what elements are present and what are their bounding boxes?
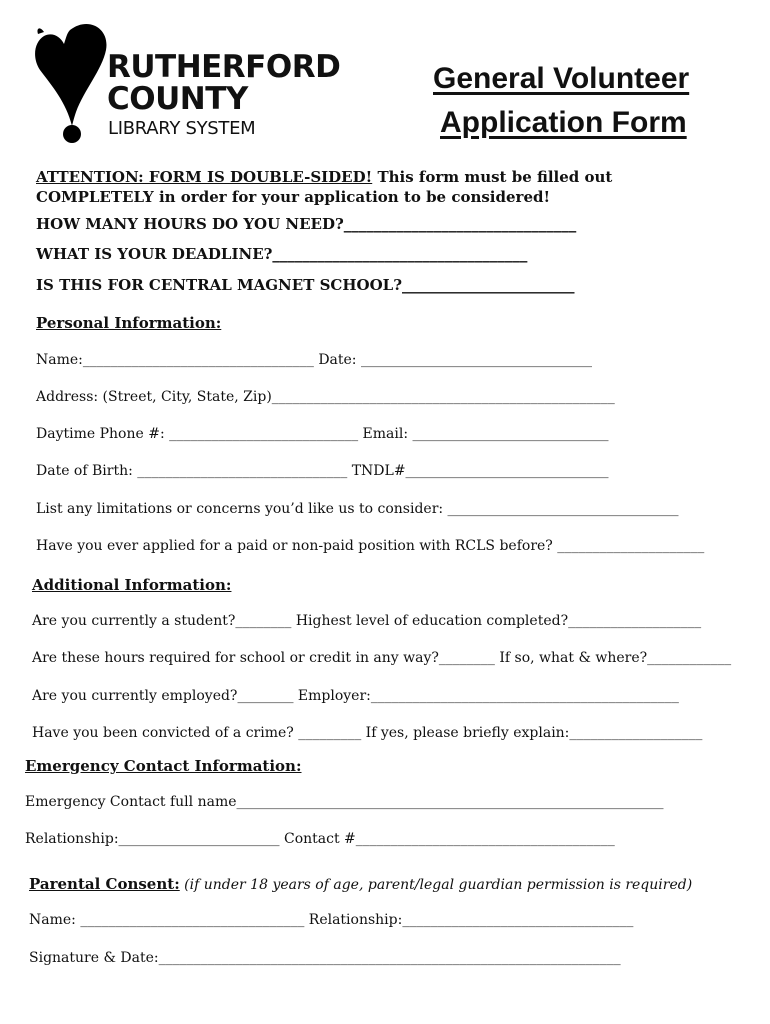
conviction-field[interactable]: Have you been convicted of a crime? _________ If yes, please briefly explain:___________________ <box>32 725 703 741</box>
limitations-field[interactable]: List any limitations or concerns you’d like us to consider: _________________________________ <box>36 501 679 517</box>
parental-consent-line <box>29 875 692 893</box>
attention-label: ATTENTION: FORM IS DOUBLE-SIDED! <box>36 168 373 186</box>
hours-needed-field[interactable]: HOW MANY HOURS DO YOU NEED?_______________________________ <box>36 215 577 233</box>
logo-text-library-system: LIBRARY SYSTEM <box>108 118 256 139</box>
emergency-relationship-contact-field[interactable]: Relationship:_______________________ Contact #_____________________________________ <box>25 831 615 847</box>
parental-consent-heading: Parental Consent: <box>29 875 180 893</box>
hours-required-field[interactable]: Are these hours required for school or credit in any way?________ If so, what & where?____________ <box>32 650 732 666</box>
form-title-line1: General Volunteer <box>433 62 690 95</box>
library-logo-icon <box>30 22 108 146</box>
phone-email-field[interactable]: Daytime Phone #: ___________________________ Email: ____________________________ <box>36 426 609 442</box>
attention-line1 <box>36 167 612 187</box>
form-title-line2: Application Form <box>440 106 687 139</box>
emergency-contact-heading: Emergency Contact Information: <box>25 757 302 775</box>
name-date-field[interactable]: Name:_________________________________ Date: _________________________________ <box>36 352 592 368</box>
parental-consent-note: (if under 18 years of age, parent/legal guardian permission is required) <box>179 877 693 893</box>
applied-before-field[interactable]: Have you ever applied for a paid or non-paid position with RCLS before? _____________________ <box>36 538 705 554</box>
signature-date-field[interactable]: Signature & Date:__________________________________________________________________ <box>29 950 621 966</box>
logo-text-county: COUNTY <box>107 81 248 117</box>
magnet-school-field[interactable]: IS THIS FOR CENTRAL MAGNET SCHOOL?_______________________ <box>36 276 575 294</box>
additional-info-heading: Additional Information: <box>32 576 232 594</box>
dob-tndl-field[interactable]: Date of Birth: ______________________________ TNDL#_____________________________ <box>36 463 609 479</box>
attention-text1: This form must be filled out <box>372 168 613 186</box>
address-field[interactable]: Address: (Street, City, State, Zip)_________________________________________________ <box>36 389 615 405</box>
personal-info-heading: Personal Information: <box>36 314 222 332</box>
employment-field[interactable]: Are you currently employed?________ Employer:____________________________________________ <box>32 688 679 704</box>
emergency-name-field[interactable]: Emergency Contact full name_____________________________________________________________ <box>25 794 664 810</box>
logo-text-rutherford: RUTHERFORD <box>107 49 341 85</box>
attention-text2: COMPLETELY in order for your application to be considered! <box>36 188 551 206</box>
student-education-field[interactable]: Are you currently a student?________ Highest level of education completed?___________________ <box>32 613 702 629</box>
guardian-name-relationship-field[interactable]: Name: ________________________________ Relationship:_________________________________ <box>29 912 634 928</box>
deadline-field[interactable]: WHAT IS YOUR DEADLINE?__________________________________ <box>36 245 528 263</box>
